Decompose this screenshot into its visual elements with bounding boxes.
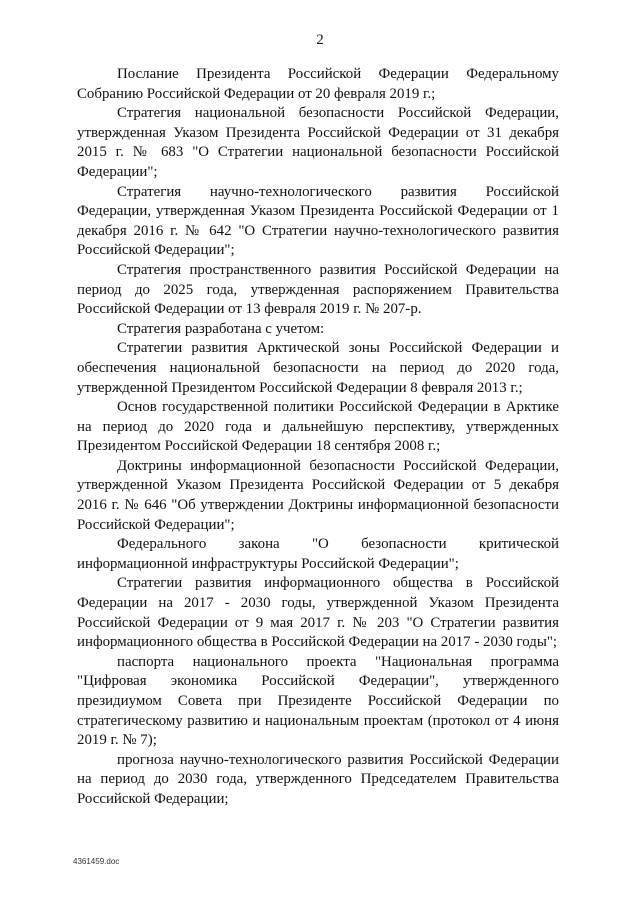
footer-file-code: 4361459.doc	[73, 857, 120, 866]
paragraph-science-tech-strategy: Стратегия научно-технологического развития Российской Федерации, утвержденная Указом Президента Российской Федерации от 1 декабря 2016 г. № 642 "О Стратегии научно-технологического развития Российской Федерации";	[77, 183, 559, 259]
paragraph-developed-taking-into-account: Стратегия разработана с учетом:	[117, 320, 325, 337]
paragraph-science-tech-forecast: прогноза научно-технологического развития Российской Федерации на период до 2030 года, утвержденного Председателем Правительства Российской Федерации;	[77, 751, 559, 807]
paragraph-information-society-strategy: Стратегии развития информационного общества в Российской Федерации на 2017 - 2030 годы, утвержденной Указом Президента Российской Федерации от 9 мая 2017 г. № 203 "О Стратегии развития информационного общества в Российской Федерации на 2017 - 2030 годы";	[77, 575, 559, 651]
document-body	[77, 65, 559, 810]
paragraph-arctic-policy-basics: Основ государственной политики Российской Федерации в Арктике на период до 2020 года и дальнейшую перспективу, утвержденных Президентом Российской Федерации 18 сентября 2008 г.;	[77, 399, 559, 455]
paragraph-national-security-strategy: Стратегия национальной безопасности Российской Федерации, утвержденная Указом Президента Российской Федерации от 31 декабря 2015 г. № 683 "О Стратегии национальной безопасности Российской Федерации";	[77, 105, 559, 180]
page-number: 2	[316, 32, 324, 48]
paragraph-spatial-development-strategy: Стратегия пространственного развития Российской Федерации на период до 2025 года, утвержденная распоряжением Правительства Российской Федерации от 13 февраля 2019 г. № 207-р.	[77, 261, 559, 318]
paragraph-critical-infrastructure-law: Федерального закона "О безопасности критической информационной инфраструктуры Российской Федерации";	[77, 536, 559, 572]
paragraph-information-security-doctrine: Доктрины информационной безопасности Российской Федерации, утвержденной Указом Президента Российской Федерации от 5 декабря 2016 г. № 646 "Об утверждении Доктрины информационной безопасности Российской Федерации";	[77, 457, 559, 533]
paragraph-digital-economy-passport: паспорта национального проекта "Национальная программа "Цифровая экономика Российской Федерации", утвержденного президиумом Совета при Президенте Российской Федерации по стратегическому развитию и национальным проектам (протокол от 4 июня 2019 г. № 7);	[77, 653, 559, 749]
paragraph-arctic-zone-strategy: Стратегии развития Арктической зоны Российской Федерации и обеспечения национальной безопасности на период до 2020 года, утвержденной Президентом Российской Федерации 8 февраля 2013 г.;	[77, 340, 559, 396]
paragraph-presidential-address: Послание Президента Российской Федерации Федеральному Собранию Российской Федерации от 20 февраля 2019 г.;	[77, 66, 559, 102]
